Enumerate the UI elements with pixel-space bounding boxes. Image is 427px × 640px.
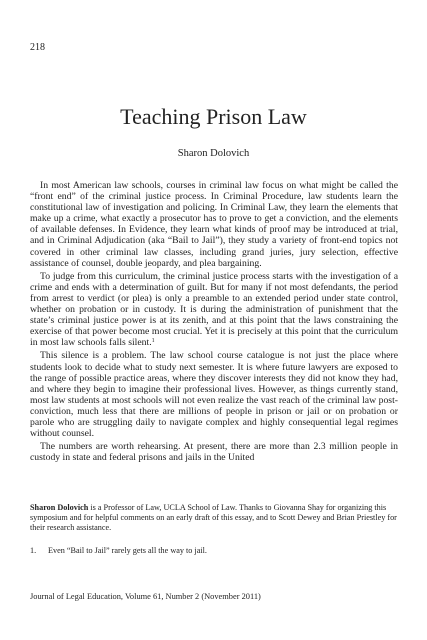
- paragraph-2-text: To judge from this curriculum, the criminal justice process starts with the investigation of a crime and ends with a determination of guilt. But for many if not most defendants, the period from arrest to verdict (or plea) is only a preamble to an extended period under state control, whether on probation or in custody. It is during the administration of punishment that the state’s criminal justice power is at its zenith, and at this point that the laws constraining the exercise of that power become most crucial. Yet it is precisely at this point that the curriculum in most law schools falls silent.: [30, 270, 398, 349]
- footnote-marker[interactable]: 1: [151, 338, 155, 345]
- article-body: [30, 180, 398, 465]
- footnote-text: Even “Bail to Jail” rarely gets all the way to jail.: [48, 546, 207, 555]
- footnote-number: 1.: [30, 546, 37, 555]
- journal-footer: Journal of Legal Education, Volume 61, Number 2 (November 2011): [30, 592, 261, 601]
- paragraph-4: The numbers are worth rehearsing. At present, there are more than 2.3 million people in custody in state and federal prisons and jails in the United: [30, 441, 398, 464]
- footnote: [30, 546, 398, 556]
- paragraph-2: [30, 271, 398, 349]
- author-note-name: Sharon Dolovich: [30, 503, 89, 512]
- author-note-text: is a Professor of Law, UCLA School of Law. Thanks to Giovanna Shay for organizing this symposium and for helpful comments on an early draft of this essay, and to Scott Dewey and Brian Priestley for their research assistance.: [30, 503, 397, 532]
- article-title: Teaching Prison Law: [120, 104, 307, 129]
- paragraph-3: This silence is a problem. The law school course catalogue is not just the place where students look to decide what to study next semester. It is where future lawyers are exposed to the range of possible practice areas, where they discover interests they did not know they had, and where they begin to imagine their professional lives. However, as things currently stand, most law students at most schools will not even realize the vast reach of the criminal law post-conviction, much less that there are millions of people in prison or jail or on probation or parole who are struggling daily to navigate complex and highly consequential legal regimes without counsel.: [30, 350, 398, 440]
- page-number: 218: [30, 42, 45, 53]
- paragraph-1: In most American law schools, courses in criminal law focus on what might be called the “front end” of the criminal justice process. In Criminal Procedure, law students learn the constitutional law of investigation and policing. In Criminal Law, they learn the elements that make up a crime, what exactly a prosecutor has to prove to get a conviction, and the elements of available defenses. In Evidence, they learn what kinds of proof may be introduced at trial, and in Criminal Adjudication (aka “Bail to Jail”), they study a variety of front-end topics not covered in other criminal law classes, including grand juries, jury selection, effective assistance of counsel, double jeopardy, and plea bargaining.: [30, 180, 398, 269]
- author-note: [30, 503, 398, 533]
- article-author: Sharon Dolovich: [177, 148, 250, 159]
